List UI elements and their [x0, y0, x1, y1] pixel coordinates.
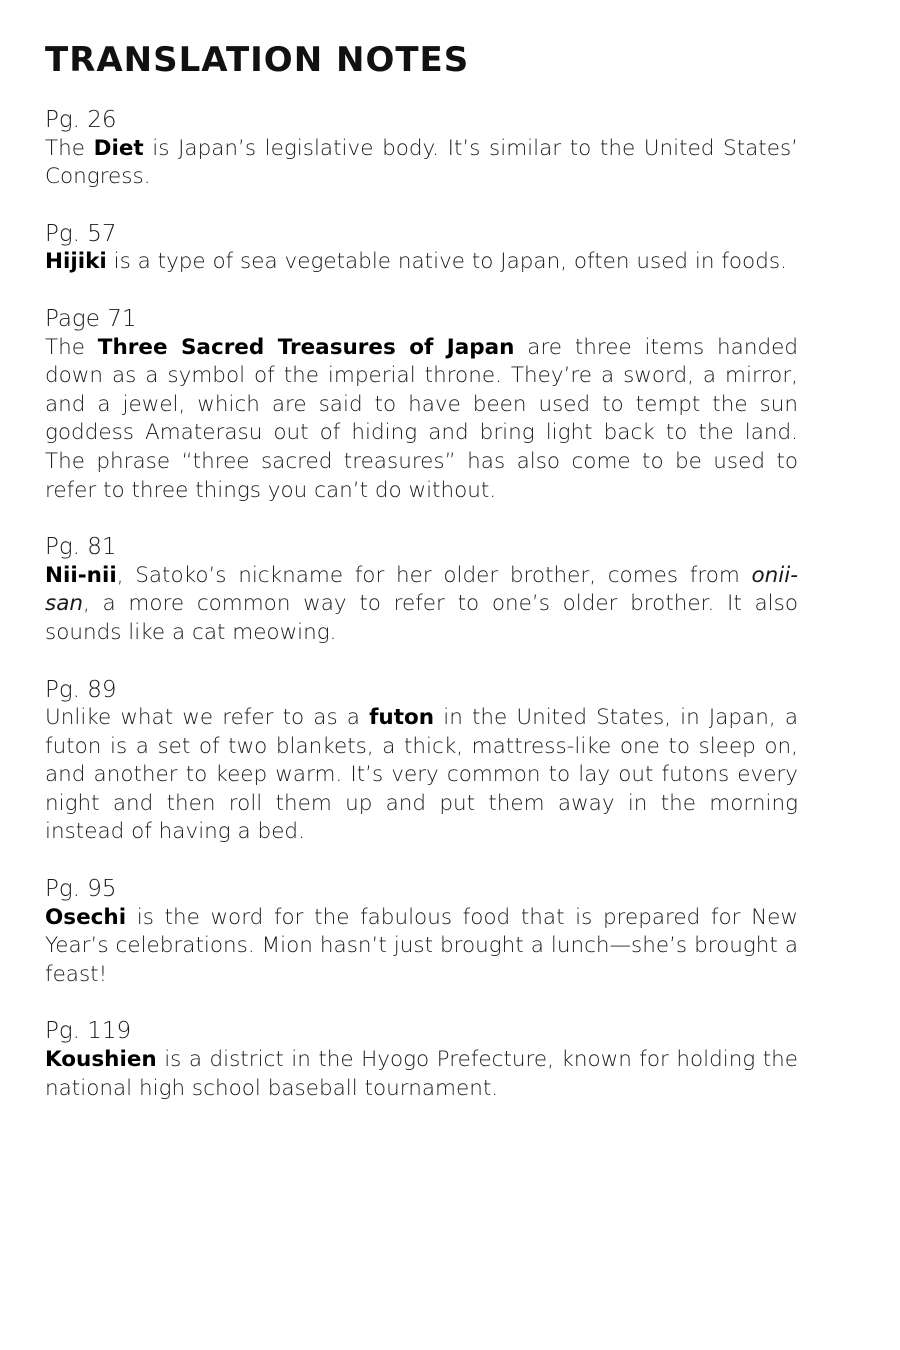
note-text: , Satoko’s nickname for her older brother, comes from [116, 562, 752, 588]
note-text: are three items handed down as a symbol of the imperial throne. They’re a sword, a mirror, and a jewel, which are said to have been used to tempt the sun goddess Amaterasu out of hiding and bring light back to the land. The phrase “three sacred treasures” has also come to be used to refer to three things you can’t do without. [45, 334, 798, 503]
note-body [45, 904, 798, 990]
note-term: Koushien [45, 1047, 157, 1073]
note-body [45, 135, 798, 192]
note-page-ref: Pg. 89 [45, 676, 117, 703]
note-pg-89 [45, 676, 798, 848]
note-page-ref: Pg. 57 [45, 220, 117, 247]
note-page-ref: Pg. 119 [45, 1018, 132, 1045]
note-pg-119 [45, 1017, 798, 1103]
note-term: Nii-nii [45, 562, 117, 588]
note-body [45, 1046, 798, 1103]
note-pg-57 [45, 220, 798, 277]
note-page-ref: Pg. 26 [45, 107, 117, 133]
note-body [45, 562, 798, 648]
translation-notes-page [45, 40, 798, 1103]
note-text: , a more common way to refer to one’s older brother. It also sounds like a cat meowing. [45, 591, 798, 645]
note-term: Hijiki [45, 249, 107, 275]
note-page-71 [45, 305, 798, 505]
note-page-ref: Pg. 95 [45, 876, 117, 903]
note-body [45, 334, 798, 506]
note-text: The [45, 135, 94, 161]
note-term: Osechi [45, 904, 127, 930]
note-body [45, 248, 798, 277]
note-text: is a type of sea vegetable native to Japan, often used in foods. [106, 249, 787, 275]
note-text: is Japan’s legislative body. It’s similar to the United States’ Congress. [45, 135, 798, 190]
note-body [45, 704, 798, 847]
note-text: is a district in the Hyogo Prefecture, known for holding the national high school baseball tournament. [45, 1047, 798, 1101]
page-title: TRANSLATION NOTES [45, 40, 470, 80]
note-pg-81 [45, 533, 798, 647]
note-page-ref: Page 71 [45, 305, 137, 332]
note-page-ref: Pg. 81 [45, 534, 117, 561]
note-term: Diet [93, 135, 144, 161]
note-text: The [45, 334, 98, 360]
note-pg-26 [45, 106, 798, 192]
note-text: is the word for the fabulous food that is prepared for New Year’s celebrations. Mion hasn’t just brought a lunch—she’s brought a feast! [45, 904, 798, 987]
note-term: Three Sacred Treasures of Japan [97, 334, 515, 360]
note-italic-term: onii-san [45, 562, 798, 617]
note-term: futon [369, 705, 435, 731]
note-text: in the United States, in Japan, a futon is a set of two blankets, a thick, mattress-like one to sleep on, and another to keep warm. It’s very common to lay out futons every night and then roll them up and put them away in the morning instead of having a bed. [45, 705, 798, 845]
note-text: Unlike what we refer to as a [45, 705, 370, 731]
note-pg-95 [45, 875, 798, 989]
